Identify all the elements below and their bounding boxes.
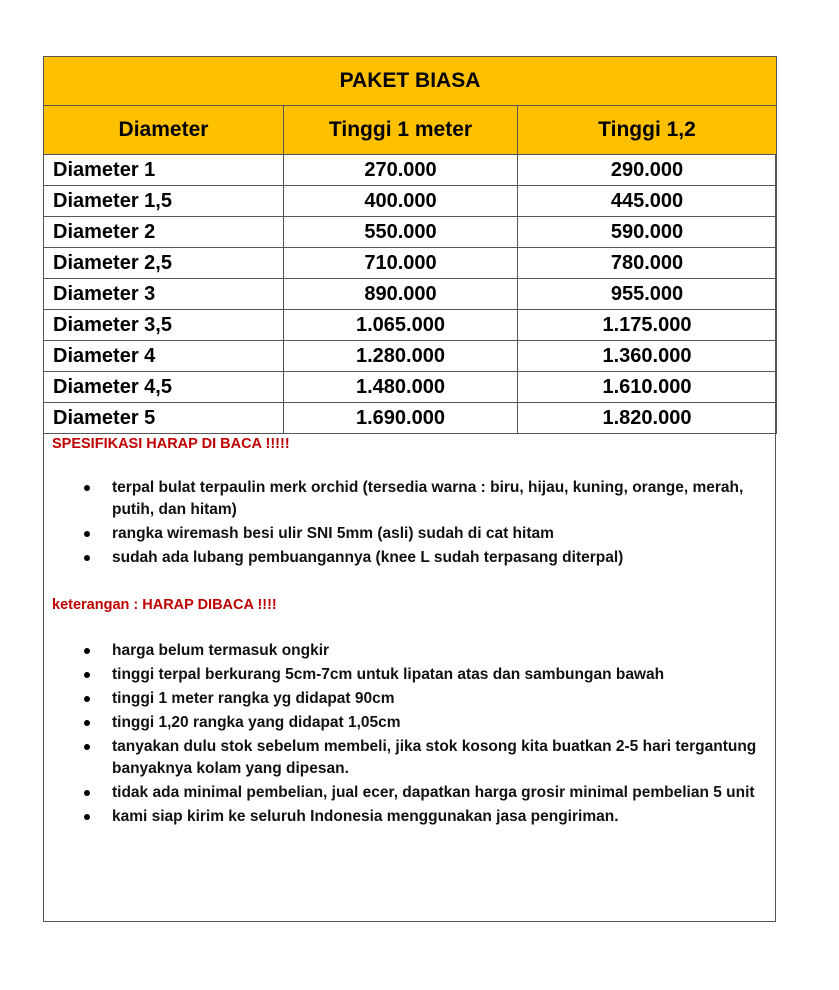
diameter-cell: Diameter 3,5 [44, 310, 284, 341]
bullet-icon [84, 531, 90, 537]
diameter-cell: Diameter 4 [44, 341, 284, 372]
price-tinggi-1-2-cell: 955.000 [518, 279, 777, 310]
price-tinggi-1-2-cell: 1.360.000 [518, 341, 777, 372]
price-tinggi-1-2-cell: 1.610.000 [518, 372, 777, 403]
table-row [44, 186, 777, 217]
table-body [44, 155, 777, 434]
list-item [82, 782, 761, 804]
list-item-text: sudah ada lubang pembuangannya (knee L sudah terpasang diterpal) [112, 549, 624, 566]
bullet-icon [84, 744, 90, 750]
spesifikasi-list [52, 477, 761, 569]
diameter-cell: Diameter 4,5 [44, 372, 284, 403]
column-header-tinggi-1-meter: Tinggi 1 meter [284, 106, 518, 155]
list-item [82, 523, 761, 545]
price-tinggi-1-meter-cell: 890.000 [284, 279, 518, 310]
keterangan-heading: keterangan : HARAP DIBACA !!!! [52, 597, 277, 613]
diameter-cell: Diameter 1,5 [44, 186, 284, 217]
table-row [44, 217, 777, 248]
table-row [44, 279, 777, 310]
diameter-cell: Diameter 5 [44, 403, 284, 434]
column-header-tinggi-1-2: Tinggi 1,2 [518, 106, 777, 155]
list-item [82, 640, 761, 662]
table-row [44, 372, 777, 403]
list-item-text: tanyakan dulu stok sebelum membeli, jika stok kosong kita buatkan 2-5 hari tergantung banyaknya kolam yang dipesan. [112, 738, 757, 777]
table-row [44, 248, 777, 279]
bullet-icon [84, 814, 90, 820]
list-item-text: harga belum termasuk ongkir [112, 642, 330, 659]
list-item [82, 806, 761, 828]
price-sheet [43, 56, 776, 922]
list-item-text: tinggi terpal berkurang 5cm-7cm untuk lipatan atas dan sambungan bawah [112, 666, 665, 683]
price-tinggi-1-2-cell: 290.000 [518, 155, 777, 186]
diameter-cell: Diameter 3 [44, 279, 284, 310]
price-tinggi-1-meter-cell: 1.690.000 [284, 403, 518, 434]
bullet-icon [84, 696, 90, 702]
price-tinggi-1-meter-cell: 710.000 [284, 248, 518, 279]
list-item-text: tidak ada minimal pembelian, jual ecer, dapatkan harga grosir minimal pembelian 5 unit [112, 784, 755, 801]
bullet-icon [84, 672, 90, 678]
list-item-text: tinggi 1 meter rangka yg didapat 90cm [112, 690, 395, 707]
list-item [82, 477, 761, 521]
bullet-icon [84, 648, 90, 654]
price-tinggi-1-meter-cell: 270.000 [284, 155, 518, 186]
bullet-icon [84, 485, 90, 491]
list-item [82, 736, 761, 780]
price-tinggi-1-2-cell: 1.175.000 [518, 310, 777, 341]
table-header-row [44, 106, 777, 155]
price-tinggi-1-meter-cell: 1.480.000 [284, 372, 518, 403]
price-tinggi-1-2-cell: 590.000 [518, 217, 777, 248]
bullet-icon [84, 720, 90, 726]
price-tinggi-1-meter-cell: 1.065.000 [284, 310, 518, 341]
list-item [82, 664, 761, 686]
notes-section [44, 436, 775, 828]
price-tinggi-1-meter-cell: 1.280.000 [284, 341, 518, 372]
list-item-text: terpal bulat terpaulin merk orchid (tersedia warna : biru, hijau, kuning, orange, merah, putih, dan hitam) [112, 479, 744, 518]
price-tinggi-1-2-cell: 780.000 [518, 248, 777, 279]
list-item [82, 688, 761, 710]
diameter-cell: Diameter 1 [44, 155, 284, 186]
bullet-icon [84, 555, 90, 561]
price-tinggi-1-meter-cell: 550.000 [284, 217, 518, 248]
keterangan-list [52, 640, 761, 828]
table-title-row [44, 57, 777, 106]
bullet-icon [84, 790, 90, 796]
price-tinggi-1-2-cell: 445.000 [518, 186, 777, 217]
list-item-text: rangka wiremash besi ulir SNI 5mm (asli) sudah di cat hitam [112, 525, 554, 542]
table-row [44, 155, 777, 186]
price-table [43, 56, 777, 434]
table-row [44, 310, 777, 341]
table-row [44, 341, 777, 372]
list-item [82, 547, 761, 569]
price-tinggi-1-2-cell: 1.820.000 [518, 403, 777, 434]
list-item-text: tinggi 1,20 rangka yang didapat 1,05cm [112, 714, 401, 731]
table-title: PAKET BIASA [44, 57, 777, 106]
diameter-cell: Diameter 2 [44, 217, 284, 248]
price-tinggi-1-meter-cell: 400.000 [284, 186, 518, 217]
diameter-cell: Diameter 2,5 [44, 248, 284, 279]
column-header-diameter: Diameter [44, 106, 284, 155]
spesifikasi-heading: SPESIFIKASI HARAP DI BACA !!!!! [52, 436, 290, 452]
table-row [44, 403, 777, 434]
list-item-text: kami siap kirim ke seluruh Indonesia menggunakan jasa pengiriman. [112, 808, 619, 825]
list-item [82, 712, 761, 734]
